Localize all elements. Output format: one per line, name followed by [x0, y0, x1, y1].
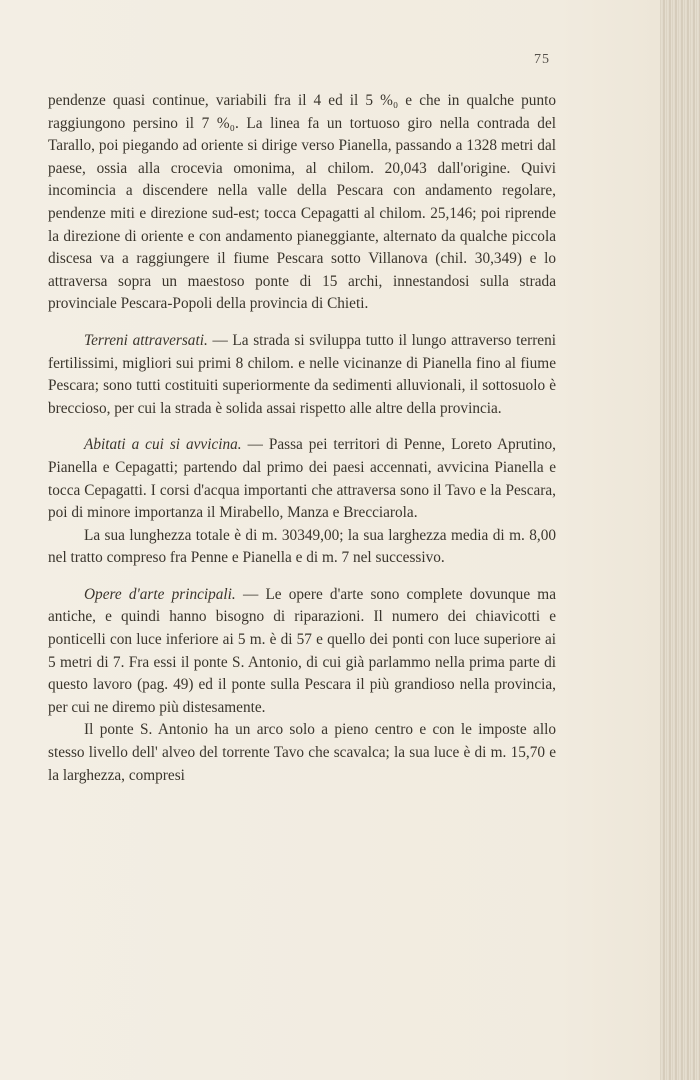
- paragraph: [48, 584, 556, 720]
- paragraph: [48, 434, 556, 524]
- paragraph-text: La sua lunghezza totale è di m. 30349,00; la sua larghezza media di m. 8,00 nel tratto compreso fra Penne e Pianella e di m. 7 nel successivo.: [48, 526, 556, 567]
- paragraph-heading: Terreni attraversati.: [84, 331, 208, 349]
- page-number: 75: [534, 52, 550, 67]
- paragraph-heading: Opere d'arte principali.: [84, 585, 236, 603]
- paragraph-text: pendenze quasi continue, variabili fra il 4 ed il 5 %₀ e che in qualche punto raggiungono persino il 7 %₀. La linea fa un tortuoso giro nella contrada del Tarallo, poi piegando ad oriente si dirige verso Pianella, passando a 1328 metri dal paese, ossia alla crocevia omonima, al chilom. 20,043 dall'origine. Quivi incomincia a discendere nella valle della Pescara con andamento regolare, pendenze miti e direzione sud-est; tocca Cepagatti al chilom. 25,146; poi riprende la direzione di oriente e con andamento pianeggiante, alternato da qualche piccola discesa va a raggiungere il fiume Pescara sotto Villanova (chil. 30,349) e lo attraversa sopra un maestoso ponte di 15 archi, innestandosi sulla strada provinciale Pescara-Popoli della provincia di Chieti.: [48, 92, 556, 313]
- paragraph-heading: Abitati a cui si avvicina.: [84, 436, 242, 454]
- paragraph: [48, 330, 556, 420]
- paragraph: [48, 90, 556, 316]
- body-text: [48, 90, 556, 787]
- paragraph-text: — Le opere d'arte sono complete dovunque ma antiche, e quindi hanno bisogno di riparazioni. Il numero dei chiavicotti e ponticelli con luce inferiore ai 5 m. è di 57 e quello dei ponti con luce superiore ai 5 metri di 7. Fra essi il ponte S. Antonio, di cui già parlammo nella prima parte di questo lavoro (pag. 49) ed il ponte sulla Pescara il più grandioso nella provincia, per cui ne diremo più distesamente.: [48, 585, 556, 716]
- paragraph: [48, 525, 556, 570]
- paragraph: [48, 719, 556, 787]
- paragraph-text: — La strada si sviluppa tutto il lungo attraverso terreni fertilissimi, migliori sui primi 8 chilom. e nelle vicinanze di Pianella fino al fiume Pescara; sono tutti costituiti superiormente da sedimenti alluvionali, il sottosuolo è breccioso, per cui la strada è solida assai rispetto alle altre della provincia.: [48, 331, 556, 417]
- paragraph-text: Il ponte S. Antonio ha un arco solo a pieno centro e con le imposte allo stesso livello dell' alveo del torrente Tavo che scavalca; la sua luce è di m. 15,70 e la larghezza, compresi: [48, 721, 556, 784]
- page-edge: [660, 0, 700, 1080]
- paragraph-text: — Passa pei territori di Penne, Loreto Aprutino, Pianella e Cepagatti; partendo dal primo dei paesi accennati, avvicina Pianella e tocca Cepagatti. I corsi d'acqua importanti che attraversa sono il Tavo e la Pescara, poi di minore importanza il Mirabello, Manza e Brecciarola.: [48, 436, 556, 522]
